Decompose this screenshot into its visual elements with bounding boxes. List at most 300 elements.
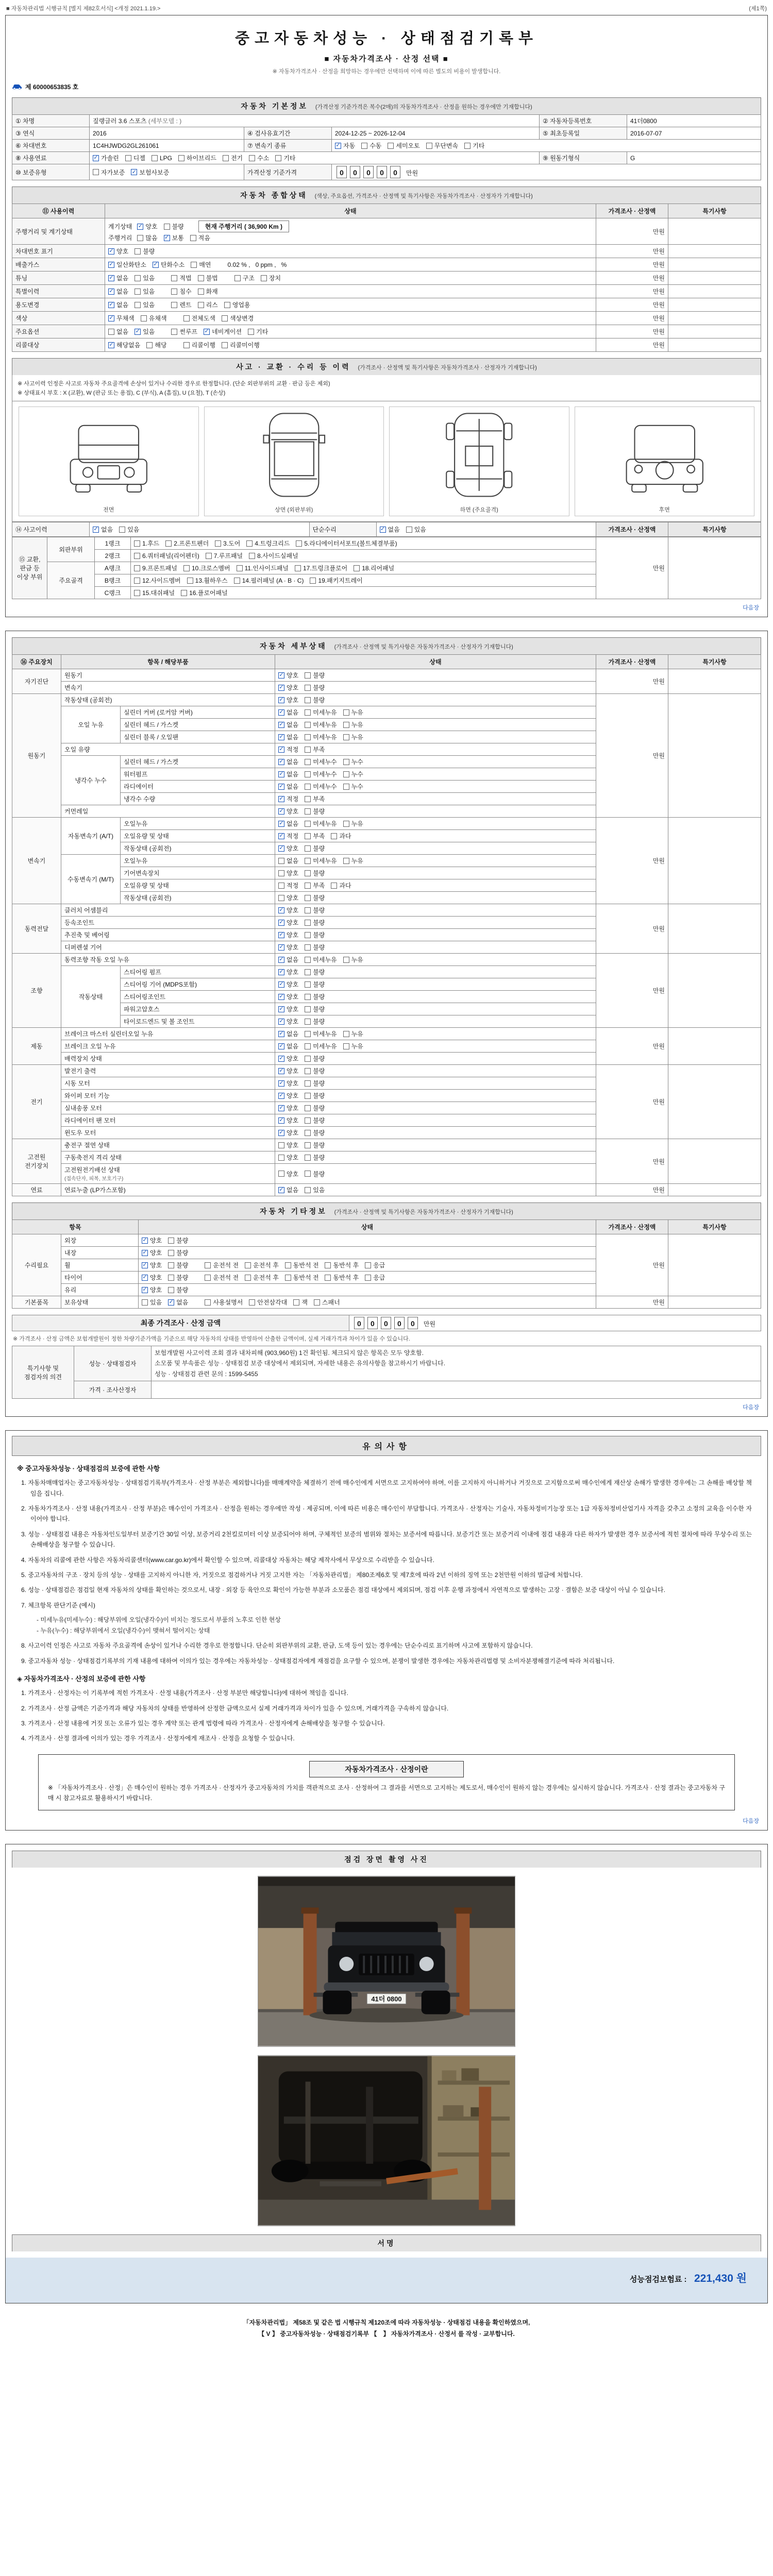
checkbox-자가보증[interactable] xyxy=(93,168,125,177)
checkbox-label: 보험사보증 xyxy=(139,168,170,176)
checkbox-없음[interactable] xyxy=(108,274,128,282)
checkbox-box-icon xyxy=(305,759,311,765)
checkbox-불량[interactable] xyxy=(305,1170,325,1178)
checkbox-양호[interactable] xyxy=(108,247,128,256)
checkbox-동반석 후[interactable] xyxy=(325,1273,359,1282)
rank-items xyxy=(131,537,596,550)
checkbox-19.패키지트레이[interactable] xyxy=(310,576,362,585)
checkbox-화재[interactable] xyxy=(198,287,218,296)
checkbox-불량[interactable] xyxy=(305,1116,325,1125)
detail-head-note: 특기사항 xyxy=(668,655,761,669)
checkbox-불량[interactable] xyxy=(135,247,155,256)
item-status xyxy=(275,842,596,855)
checkbox-부족[interactable] xyxy=(305,881,325,890)
checkbox-네비게이션[interactable] xyxy=(204,327,242,336)
checkbox-9.프론트패널[interactable] xyxy=(134,564,177,572)
checkbox-box-icon: ✓ xyxy=(279,833,284,839)
insurance-fee-value: 221,430 원 xyxy=(694,2272,747,2284)
checkbox-label: 불량 xyxy=(172,223,184,230)
checkbox-17.트렁크플로어[interactable] xyxy=(295,564,347,572)
checkbox-부족[interactable] xyxy=(305,794,325,803)
checkbox-불량[interactable] xyxy=(305,869,325,877)
checkbox-동반석 전[interactable] xyxy=(285,1261,319,1269)
checkbox-응급[interactable] xyxy=(365,1273,385,1282)
checkbox-리스[interactable] xyxy=(198,300,218,309)
checkbox-없음[interactable] xyxy=(278,819,298,828)
first-reg-label: ⑤ 최초등록일 xyxy=(540,127,627,140)
checkbox-양호[interactable] xyxy=(278,869,298,877)
status-line xyxy=(108,220,593,233)
notice-item: 7. 체크항목 판단기준 (예시) xyxy=(21,1601,95,1609)
checkbox-적정[interactable] xyxy=(278,881,298,890)
checkbox-불량[interactable] xyxy=(164,222,184,231)
checkbox-label: 탄화수소 xyxy=(160,261,185,268)
checkbox-양호[interactable] xyxy=(278,807,298,816)
checkbox-디젤[interactable] xyxy=(125,154,145,162)
checkbox-없음[interactable] xyxy=(278,1042,298,1050)
checkbox-양호[interactable] xyxy=(278,1017,298,1026)
status-line xyxy=(108,327,593,336)
checkbox-label: 양호 xyxy=(287,1092,299,1099)
checkbox-label: 기타 xyxy=(473,142,485,149)
item-status xyxy=(275,966,596,978)
checkbox-없음[interactable] xyxy=(278,955,298,964)
vehicle-name-value xyxy=(90,115,540,127)
checkbox-과다[interactable] xyxy=(331,881,351,890)
notice-price-items xyxy=(12,1688,761,1744)
checkbox-불량[interactable] xyxy=(168,1236,188,1245)
checkbox-양호[interactable] xyxy=(278,1066,298,1075)
checkbox-box-icon xyxy=(285,1262,291,1268)
checkbox-box-icon: ✓ xyxy=(109,342,114,348)
checkbox-없음[interactable] xyxy=(278,856,298,865)
simple-repair-label: 단순수리 xyxy=(309,522,376,537)
checkbox-적정[interactable] xyxy=(278,745,298,754)
checkbox-15.대쉬패널[interactable] xyxy=(134,588,175,597)
checkbox-미세누수[interactable] xyxy=(305,757,337,766)
checkbox-구조[interactable] xyxy=(234,274,255,282)
checkbox-box-icon xyxy=(305,722,311,728)
checkbox-3.도어[interactable] xyxy=(215,539,240,548)
checkbox-미세누유[interactable] xyxy=(305,1029,337,1038)
checkbox-불량[interactable] xyxy=(168,1248,188,1257)
usage-status xyxy=(105,298,596,312)
checkbox-누유[interactable] xyxy=(343,955,363,964)
checkbox-불량[interactable] xyxy=(305,844,325,853)
checkbox-label: 10.크로스멤버 xyxy=(191,565,230,572)
checkbox-양호[interactable] xyxy=(278,1079,298,1088)
checkbox-부족[interactable] xyxy=(305,832,325,840)
checkbox-전기[interactable] xyxy=(223,154,243,162)
checkbox-응급[interactable] xyxy=(365,1261,385,1269)
checkbox-썬루프[interactable] xyxy=(171,327,197,336)
checkbox-1.후드[interactable] xyxy=(134,539,159,548)
checkbox-누유[interactable] xyxy=(343,1042,363,1050)
checkbox-기타[interactable] xyxy=(464,141,484,150)
checkbox-미세누유[interactable] xyxy=(305,720,337,729)
checkbox-양호[interactable] xyxy=(278,1091,298,1100)
checkbox-label: 미세누수 xyxy=(313,771,337,778)
checkbox-기타[interactable] xyxy=(275,154,295,162)
checkbox-box-icon: ✓ xyxy=(279,956,284,962)
checkbox-불량[interactable] xyxy=(305,1066,325,1075)
checkbox-영업용[interactable] xyxy=(224,300,250,309)
next-page-link-3[interactable]: 다음장 xyxy=(743,1818,759,1824)
checkbox-있음[interactable] xyxy=(135,274,155,282)
checkbox-없음[interactable] xyxy=(168,1298,188,1307)
checkbox-누유[interactable] xyxy=(343,1029,363,1038)
checkbox-10.크로스멤버[interactable] xyxy=(183,564,230,572)
checkbox-불량[interactable] xyxy=(305,943,325,952)
diagram-top xyxy=(204,406,384,516)
checkbox-불량[interactable] xyxy=(168,1273,188,1282)
checkbox-불량[interactable] xyxy=(305,1054,325,1063)
checkbox-적정[interactable] xyxy=(278,794,298,803)
checkbox-13.휠하우스[interactable] xyxy=(187,576,228,585)
checkbox-누수[interactable] xyxy=(343,757,363,766)
checkbox-불량[interactable] xyxy=(305,671,325,680)
checkbox-불량[interactable] xyxy=(305,893,325,902)
checkbox-양호[interactable] xyxy=(278,1005,298,1013)
checkbox-동반석 전[interactable] xyxy=(285,1273,319,1282)
checkbox-양호[interactable] xyxy=(142,1261,162,1269)
checkbox-불량[interactable] xyxy=(305,918,325,927)
checkbox-양호[interactable] xyxy=(278,906,298,914)
checkbox-label: 13.휠하우스 xyxy=(195,577,228,584)
checkbox-보험사보증[interactable] xyxy=(131,168,169,177)
note-cell xyxy=(668,818,761,904)
checkbox-box-icon xyxy=(261,275,267,281)
checkbox-리콜미이행[interactable] xyxy=(222,341,260,349)
checkbox-불량[interactable] xyxy=(305,696,325,704)
checkbox-있음[interactable] xyxy=(119,525,139,534)
checkbox-양호[interactable] xyxy=(137,222,157,231)
checkbox-양호[interactable] xyxy=(142,1236,162,1245)
checkbox-양호[interactable] xyxy=(278,1054,298,1063)
checkbox-해당없음[interactable] xyxy=(108,341,140,349)
checkbox-있음[interactable] xyxy=(135,287,155,296)
checkbox-없음[interactable] xyxy=(278,757,298,766)
checkbox-리콜이행[interactable] xyxy=(183,341,215,349)
checkbox-없음[interactable] xyxy=(278,770,298,778)
checkbox-5.라디에이터서포트(볼트체결부품)[interactable] xyxy=(296,539,397,548)
checkbox-label: 있음 xyxy=(143,301,155,309)
checkbox-box-icon xyxy=(168,1250,174,1256)
item-status-checks xyxy=(278,955,593,964)
checkbox-불량[interactable] xyxy=(305,992,325,1001)
checkbox-불량[interactable] xyxy=(305,1017,325,1026)
checkbox-label: 불량 xyxy=(313,1055,325,1062)
diagram-front-caption: 전면 xyxy=(103,507,114,513)
checkbox-불량[interactable] xyxy=(305,1005,325,1013)
checkbox-과다[interactable] xyxy=(331,832,351,840)
checkbox-box-icon xyxy=(198,302,204,308)
checkbox-없음[interactable] xyxy=(278,720,298,729)
checkbox-불량[interactable] xyxy=(305,1104,325,1112)
checkbox-양호[interactable] xyxy=(278,671,298,680)
checkbox-없음[interactable] xyxy=(278,1029,298,1038)
item-status xyxy=(275,1028,596,1040)
checkbox-양호[interactable] xyxy=(278,1153,298,1162)
basic-row-2 xyxy=(12,127,761,140)
checkbox-없음[interactable] xyxy=(278,733,298,741)
checkbox-미세누유[interactable] xyxy=(305,708,337,717)
checkbox-없음[interactable] xyxy=(278,1185,298,1194)
checkbox-없음[interactable] xyxy=(93,525,113,534)
checkbox-양호[interactable] xyxy=(278,930,298,939)
checkbox-box-icon: ✓ xyxy=(109,288,114,294)
checkbox-불량[interactable] xyxy=(305,1079,325,1088)
checkbox-label: 매연 xyxy=(199,261,211,268)
checkbox-양호[interactable] xyxy=(278,992,298,1001)
checkbox-7.루프패널[interactable] xyxy=(206,551,243,560)
checkbox-없음[interactable] xyxy=(108,327,128,336)
checkbox-무채색[interactable] xyxy=(108,314,135,323)
checkbox-무단변속[interactable] xyxy=(426,141,458,150)
checkbox-부족[interactable] xyxy=(305,745,325,754)
page-number: (제1쪽) xyxy=(749,6,767,12)
opinion-author: 성능 · 상태점검자 xyxy=(74,1346,152,1381)
checkbox-미세누수[interactable] xyxy=(305,782,337,791)
checkbox-box-icon: ✓ xyxy=(279,771,284,777)
item-status-checks xyxy=(278,782,593,791)
checkbox-label: 양호 xyxy=(287,1105,299,1112)
item-status-checks xyxy=(278,1042,593,1050)
checkbox-잭[interactable] xyxy=(293,1298,308,1307)
checkbox-box-icon: ✓ xyxy=(142,1274,147,1280)
checkbox-누유[interactable] xyxy=(343,856,363,865)
price-unit-label: 만원 xyxy=(423,1320,436,1328)
price-digit: 0 xyxy=(363,166,374,178)
checkbox-양호[interactable] xyxy=(278,1170,298,1178)
checkbox-box-icon: ✓ xyxy=(279,820,284,826)
checkbox-탄화수소[interactable] xyxy=(153,260,184,269)
checkbox-11.인사이드패널[interactable] xyxy=(237,564,289,572)
checkbox-없음[interactable] xyxy=(380,525,400,534)
item-status-checks xyxy=(278,1005,593,1013)
checkbox-양호[interactable] xyxy=(278,696,298,704)
checkbox-누수[interactable] xyxy=(343,782,363,791)
checkbox-양호[interactable] xyxy=(278,1104,298,1112)
checkbox-유채색[interactable] xyxy=(141,314,167,323)
checkbox-미세누유[interactable] xyxy=(305,733,337,741)
checkbox-16.플로어패널[interactable] xyxy=(181,588,228,597)
checkbox-운전석 후[interactable] xyxy=(245,1261,279,1269)
checkbox-18.리어패널[interactable] xyxy=(354,564,394,572)
checkbox-가솔린[interactable] xyxy=(93,154,119,162)
checkbox-수동[interactable] xyxy=(361,141,381,150)
checkbox-해당[interactable] xyxy=(146,341,166,349)
checkbox-양호[interactable] xyxy=(278,980,298,989)
checkbox-label: 많음 xyxy=(145,234,158,242)
checkbox-불량[interactable] xyxy=(305,807,325,816)
checkbox-운전석 전[interactable] xyxy=(205,1261,239,1269)
checkbox-사용설명서[interactable] xyxy=(205,1298,243,1307)
usage-status xyxy=(105,325,596,338)
checkbox-미세누유[interactable] xyxy=(305,955,337,964)
checkbox-적법[interactable] xyxy=(171,274,191,282)
checkbox-하이브리드[interactable] xyxy=(178,154,216,162)
item-label: 실내송풍 모터 xyxy=(61,1102,275,1114)
checkbox-label: 수동 xyxy=(369,142,382,149)
diagram-rear-caption: 후면 xyxy=(659,507,670,513)
checkbox-label: 적정 xyxy=(287,746,299,753)
checkbox-불량[interactable] xyxy=(305,683,325,692)
checkbox-양호[interactable] xyxy=(142,1248,162,1257)
checkbox-box-icon xyxy=(305,697,311,703)
checkbox-8.사이드실패널[interactable] xyxy=(249,551,298,560)
item-label: 커먼레일 xyxy=(61,805,275,818)
checkbox-미세누유[interactable] xyxy=(305,1042,337,1050)
price-digit: 0 xyxy=(381,1317,391,1329)
checkbox-양호[interactable] xyxy=(278,683,298,692)
checkbox-label: 과다 xyxy=(339,882,351,889)
checkbox-LPG[interactable] xyxy=(152,155,172,162)
checkbox-있음[interactable] xyxy=(305,1185,325,1194)
checkbox-불량[interactable] xyxy=(305,1141,325,1149)
checkbox-불량[interactable] xyxy=(305,1128,325,1137)
checkbox-box-icon xyxy=(206,553,212,559)
checkbox-양호[interactable] xyxy=(142,1285,162,1294)
item-status xyxy=(275,1114,596,1127)
checkbox-불법[interactable] xyxy=(198,274,218,282)
checkbox-없음[interactable] xyxy=(278,708,298,717)
checkbox-양호[interactable] xyxy=(278,968,298,976)
accident-note-head: 특기사항 xyxy=(668,522,761,537)
reg-no-value: 41더0800 xyxy=(627,115,761,127)
checkbox-동반석 후[interactable] xyxy=(325,1261,359,1269)
checkbox-양호[interactable] xyxy=(278,1141,298,1149)
checkbox-box-icon xyxy=(278,895,284,901)
checkbox-label: 양호 xyxy=(287,1142,299,1149)
checkbox-세미오토[interactable] xyxy=(388,141,419,150)
engine-type-value: G xyxy=(627,152,761,164)
checkbox-일산화탄소[interactable] xyxy=(108,260,146,269)
checkbox-label: 동반석 전 xyxy=(293,1274,319,1281)
checkbox-box-icon: ✓ xyxy=(164,234,170,241)
checkbox-적음[interactable] xyxy=(190,233,210,242)
checkbox-매연[interactable] xyxy=(191,260,211,269)
checkbox-box-icon: ✓ xyxy=(279,1092,284,1098)
item-label: 동력조향 작동 오일 누유 xyxy=(61,954,275,966)
checkbox-누유[interactable] xyxy=(343,819,363,828)
checkbox-적정[interactable] xyxy=(278,832,298,840)
checkbox-양호[interactable] xyxy=(278,893,298,902)
checkbox-box-icon xyxy=(249,155,255,161)
checkbox-누수[interactable] xyxy=(343,770,363,778)
checkbox-box-icon xyxy=(198,275,204,281)
usage-status xyxy=(105,245,596,258)
basic-row-3 xyxy=(12,140,761,152)
checkbox-침수[interactable] xyxy=(171,287,191,296)
checkbox-label: 없음 xyxy=(287,857,299,865)
checkbox-자동[interactable] xyxy=(335,141,355,150)
checkbox-4.트렁크리드[interactable] xyxy=(246,539,290,548)
item-label: 실린더 커버 (로커암 커버) xyxy=(121,706,275,719)
checkbox-누유[interactable] xyxy=(343,733,363,741)
usage-label: 배출가스 xyxy=(12,258,105,272)
checkbox-없음[interactable] xyxy=(108,287,128,296)
checkbox-불량[interactable] xyxy=(305,968,325,976)
usage-status xyxy=(105,272,596,285)
next-page-link-1[interactable]: 다음장 xyxy=(743,605,759,611)
checkbox-양호[interactable] xyxy=(278,943,298,952)
etc-head-status: 상태 xyxy=(139,1220,596,1234)
checkbox-수소[interactable] xyxy=(249,154,269,162)
checkbox-스패너[interactable] xyxy=(314,1298,340,1307)
checkbox-있음[interactable] xyxy=(142,1298,162,1307)
simple-repair-options xyxy=(376,522,596,537)
checkbox-불량[interactable] xyxy=(305,1153,325,1162)
checkbox-2.프론트펜더[interactable] xyxy=(165,539,209,548)
checkbox-양호[interactable] xyxy=(278,1128,298,1137)
checkbox-운전석 전[interactable] xyxy=(205,1273,239,1282)
checkbox-미세누수[interactable] xyxy=(305,770,337,778)
status-line xyxy=(108,246,593,256)
checkbox-label: 불량 xyxy=(313,672,325,679)
checkbox-없음[interactable] xyxy=(278,782,298,791)
checkbox-있음[interactable] xyxy=(135,300,155,309)
checkbox-label: 침수 xyxy=(179,288,192,295)
checkbox-불량[interactable] xyxy=(168,1285,188,1294)
checkbox-box-icon xyxy=(171,329,177,335)
checkbox-미세누유[interactable] xyxy=(305,856,337,865)
checkbox-기타[interactable] xyxy=(248,327,268,336)
checkbox-없음[interactable] xyxy=(108,300,128,309)
checkbox-14.필러패널 (A · B · C)[interactable] xyxy=(234,576,304,585)
item-label: 라디에이터 xyxy=(121,781,275,793)
checkbox-12.사이드멤버[interactable] xyxy=(134,576,181,585)
etc-item-label: 외장 xyxy=(61,1234,139,1247)
checkbox-장치[interactable] xyxy=(261,274,281,282)
checkbox-label: 양호 xyxy=(287,1006,299,1013)
checkbox-보통[interactable] xyxy=(164,233,184,242)
note-cell xyxy=(668,1028,761,1065)
checkbox-box-icon xyxy=(305,685,311,691)
checkbox-렌트[interactable] xyxy=(171,300,191,309)
checkbox-색상변경[interactable] xyxy=(222,314,254,323)
checkbox-양호[interactable] xyxy=(278,1116,298,1125)
checkbox-전체도색[interactable] xyxy=(183,314,215,323)
checkbox-있음[interactable] xyxy=(406,525,426,534)
checkbox-누유[interactable] xyxy=(343,708,363,717)
checkbox-불량[interactable] xyxy=(305,930,325,939)
checkbox-불량[interactable] xyxy=(305,1091,325,1100)
checkbox-label: 적법 xyxy=(179,275,192,282)
checkbox-누유[interactable] xyxy=(343,720,363,729)
checkbox-label: 1.후드 xyxy=(142,540,160,547)
checkbox-불량[interactable] xyxy=(305,980,325,989)
checkbox-양호[interactable] xyxy=(278,918,298,927)
next-page-link-2[interactable]: 다음장 xyxy=(743,1404,759,1411)
checkbox-운전석 후[interactable] xyxy=(245,1273,279,1282)
checkbox-불량[interactable] xyxy=(305,906,325,914)
system-group-label: 원동기 xyxy=(12,694,61,818)
checkbox-6.쿼터패널(리어펜더)[interactable] xyxy=(134,551,199,560)
checkbox-box-icon: ✓ xyxy=(279,734,284,740)
checkbox-안전삼각대[interactable] xyxy=(249,1298,287,1307)
checkbox-양호[interactable] xyxy=(142,1273,162,1282)
checkbox-box-icon: ✓ xyxy=(204,328,209,334)
checkbox-있음[interactable] xyxy=(135,327,155,336)
checkbox-불량[interactable] xyxy=(168,1261,188,1269)
checkbox-많음[interactable] xyxy=(137,233,157,242)
checkbox-미세누유[interactable] xyxy=(305,819,337,828)
price-cell: 만원 xyxy=(596,904,668,954)
item-status xyxy=(275,1077,596,1090)
checkbox-양호[interactable] xyxy=(278,844,298,853)
checkbox-box-icon xyxy=(343,784,349,790)
